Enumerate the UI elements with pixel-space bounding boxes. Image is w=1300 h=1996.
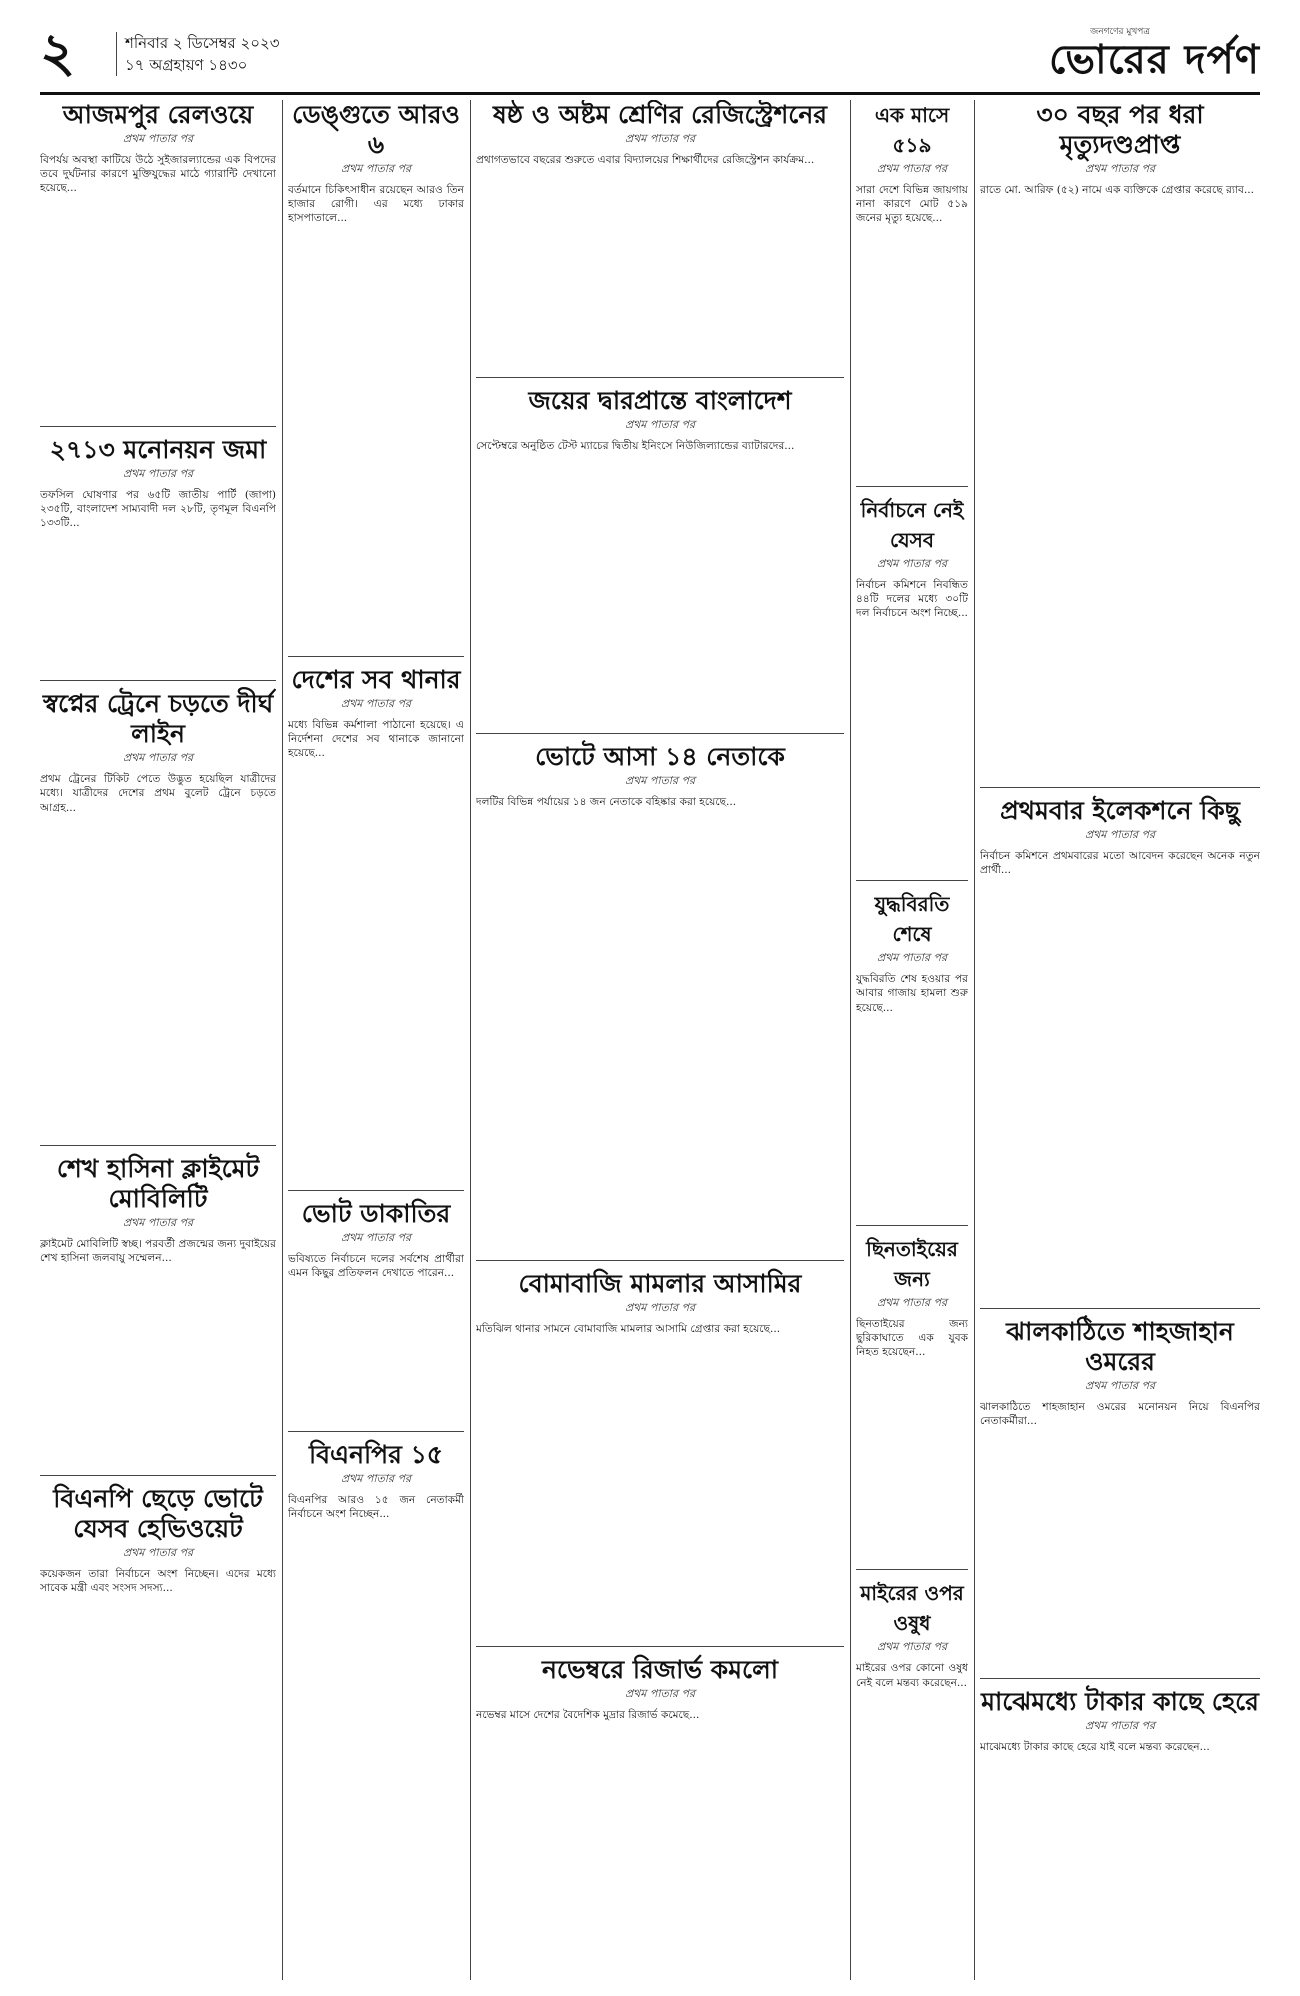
- date-block: [116, 32, 280, 76]
- headline: ৩০ বছর পর ধরা মৃত্যুদণ্ডপ্রাপ্ত: [1036, 100, 1204, 159]
- article-climate-mobility: [40, 1154, 276, 1465]
- article-body: মধ্যে বিভিন্ন কর্মশালা পাঠানো হয়েছে। এ নির্দেশনা দেশের সব থানাকে জানানো হয়েছে...: [288, 718, 464, 760]
- article-body-continued: [476, 167, 844, 367]
- article-body: ঝালকাঠিতে শাহজাহান ওমরের মনোনয়ন নিয়ে বিএনপির নেতাকর্মীরা...: [980, 1400, 1260, 1427]
- article-bnp-15: [288, 1440, 464, 1521]
- article-body-continued: [40, 196, 276, 416]
- newspaper-logo: [1030, 24, 1260, 84]
- divider: [856, 486, 968, 487]
- article-dream-train: [40, 689, 276, 1135]
- article-body: বর্তমানে চিকিৎসাধীন রয়েছেন আরও তিন হাজার রোগী। এর মধ্যে ঢাকার হাসপাতালে...: [288, 184, 464, 225]
- divider: [856, 1569, 968, 1570]
- headline: নভেম্বরে রিজার্ভ কমলো: [542, 1654, 778, 1684]
- article-14-leaders: [476, 742, 844, 1249]
- continued-label: প্রথম পাতার পর: [624, 774, 696, 788]
- article-not-in-election: [856, 495, 968, 871]
- date-gregorian: শনিবার ২ ডিসেম্বর ২০২৩: [116, 32, 280, 54]
- divider: [40, 1145, 276, 1146]
- headline: দেশের সব থানার: [291, 664, 461, 694]
- divider: [476, 377, 844, 378]
- headline: বিএনপির ১৫: [308, 1439, 444, 1469]
- article-body: বিপর্যয় অবস্থা কাটিয়ে উঠে সুইজারল্যান্ডের এক বিপদের তবে দুর্ঘটনার কারণে মুক্তিযুদ্ধের মাঠে গ্যারান্টি দেখানো হয়েছে...: [40, 154, 276, 195]
- article-body: প্রথাগতভাবে বছরের শুরুতে এবার বিদ্যালয়ের শিক্ষার্থীদের রেজিস্ট্রেশন কার্যক্রম...: [476, 154, 815, 166]
- article-body-continued: [40, 815, 276, 1135]
- article-registration: [476, 100, 844, 367]
- divider: [288, 656, 464, 657]
- masthead: [40, 18, 1260, 95]
- article-body: প্রথম ট্রেনের টিকিট পেতে উদ্ভুত হয়েছিল যাত্রীদের মধ্যে। যাত্রীদের দেশের প্রথম বুলেট ট্রেনে চড়তে আগ্রহ...: [40, 773, 276, 814]
- article-beating-medicine: [856, 1578, 968, 1689]
- article-body: কয়েকজন তারা নির্বাচনে অংশ নিচ্ছেন। এদের মধ্যে সাবেক মন্ত্রী এবং সংসদ সদস্য...: [40, 1568, 276, 1595]
- article-body: নির্বাচন কমিশনে প্রথমবারের মতো আবেদন করেছেন অনেক নতুন প্রার্থী...: [980, 850, 1260, 877]
- article-bnp-heavyweights: [40, 1484, 276, 1595]
- continued-label: প্রথম পাতার পর: [122, 751, 194, 765]
- headline: জয়ের দ্বারপ্রান্তে বাংলাদেশ: [528, 386, 792, 416]
- article-body-continued: [40, 530, 276, 670]
- continued-label: প্রথম পাতার পর: [340, 162, 412, 175]
- column-rule: [282, 100, 283, 1980]
- article-first-election: [980, 796, 1260, 1297]
- column-a: [40, 100, 276, 1980]
- article-body-continued: [476, 810, 844, 1250]
- article-body: বিএনপির আরও ১৫ জন নেতাকর্মী নির্বাচনে অংশ নিচ্ছেন...: [288, 1493, 464, 1520]
- article-bomb-case: [476, 1269, 844, 1636]
- article-body-continued: [288, 1281, 464, 1421]
- article-body: ভবিষ্যতে নির্বাচনে দলের সর্বশেষ প্রার্থীরা এমন কিছুর প্রতিফলন দেখাতে পারেন...: [288, 1253, 464, 1280]
- article-body-continued: [980, 878, 1260, 1298]
- article-body-continued: [476, 1336, 844, 1636]
- article-police-stations: [288, 665, 464, 1181]
- article-30-years: [980, 100, 1260, 777]
- divider: [980, 787, 1260, 788]
- article-mugging: [856, 1234, 968, 1560]
- headline: ভোট ডাকাতির: [301, 1199, 451, 1229]
- article-nomination: [40, 435, 276, 671]
- divider: [476, 733, 844, 734]
- divider: [476, 1646, 844, 1647]
- article-body: মাঝেমধ্যে টাকার কাছে হেরে যাই বলে মন্তব্য করেছেন...: [980, 1741, 1210, 1754]
- headline: আজমপুর রেলওয়ে: [62, 100, 254, 129]
- divider: [40, 426, 276, 427]
- divider: [40, 680, 276, 681]
- article-body: রাতে মো. আরিফ (৫২) নামে এক ব্যক্তিকে গ্রেপ্তার করেছে র‍্যাব...: [980, 184, 1254, 196]
- column-rule: [974, 100, 975, 1980]
- date-bengali: ১৭ অগ্রহায়ণ ১৪৩০: [116, 54, 280, 76]
- headline: শেখ হাসিনা ক্লাইমেট মোবিলিটি: [56, 1153, 260, 1213]
- column-rule: [470, 100, 471, 1980]
- article-reserve: [476, 1655, 844, 1722]
- article-money: [980, 1687, 1260, 1754]
- article-body: তফসিল ঘোষণার পর ৬৫টি জাতীয় পার্টি (জাপা) ২৩৫টি, বাংলাদেশ সাম্যবাদী দল ২৮টি, তৃণমূল বিএনপি ১৩৩টি...: [40, 488, 276, 530]
- headline: ডেঙ্গুতে আরও ৬: [292, 100, 460, 159]
- article-body-continued: [980, 1428, 1260, 1668]
- article-body-continued: [856, 226, 968, 476]
- article-bangladesh-win: [476, 386, 844, 723]
- continued-label: প্রথম পাতার পর: [624, 1686, 696, 1700]
- logo-name: ভোরের দর্পণ: [1049, 36, 1260, 83]
- column-c: [476, 100, 844, 1980]
- continued-label: প্রথম পাতার পর: [122, 1215, 194, 1229]
- continued-label: প্রথম পাতার পর: [340, 696, 412, 710]
- headline: ঝালকাঠিতে শাহজাহান ওমরের: [1006, 1316, 1234, 1376]
- article-body-continued: [856, 1015, 968, 1215]
- continued-label: প্রথম পাতার পর: [122, 1546, 194, 1560]
- continued-label: প্রথম পাতার পর: [340, 1471, 412, 1485]
- logo-tagline: জনগণের মুখপত্র: [1090, 27, 1150, 37]
- headline: ষষ্ঠ ও অষ্টম শ্রেণির রেজিস্ট্রেশনের: [492, 100, 828, 129]
- headline: স্বপ্নের ট্রেনে চড়তে দীর্ঘ লাইন: [42, 689, 274, 749]
- column-b: [288, 100, 464, 1980]
- article-body-continued: [288, 760, 464, 1180]
- article-body-continued: [980, 197, 1260, 777]
- article-body-continued: [40, 1265, 276, 1465]
- article-body: ক্লাইমেট মোবিলিটি স্বচ্ছ। পরবর্তী প্রজন্মের জন্য দুবাইয়ের শেখ হাসিনা জলবায়ু সম্মেলন...: [40, 1237, 276, 1265]
- continued-label: প্রথম পাতার পর: [876, 162, 948, 175]
- article-body-continued: [288, 226, 464, 646]
- article-body: সারা দেশে বিভিন্ন জায়গায় নানা কারণে মোট ৫১৯ জনের মৃত্যু হয়েছে...: [856, 184, 968, 225]
- article-body: নভেম্বর মাসে দেশের বৈদেশিক মুদ্রার রিজার্ভ কমেছে...: [476, 1708, 700, 1721]
- headline: মাইরের ওপর ওষুধ: [860, 1581, 964, 1636]
- article-jhalakathi: [980, 1317, 1260, 1668]
- continued-label: প্রথম পাতার পর: [876, 1640, 948, 1654]
- divider: [980, 1308, 1260, 1309]
- article-ceasefire: [856, 889, 968, 1215]
- continued-label: প্রথম পাতার পর: [876, 951, 948, 965]
- continued-label: প্রথম পাতার পর: [876, 1295, 948, 1309]
- page-number: ২: [40, 20, 76, 84]
- continued-label: প্রথম পাতার পর: [122, 466, 194, 480]
- article-azampur: [40, 100, 276, 416]
- continued-label: প্রথম পাতার পর: [624, 1300, 696, 1314]
- column-d: [856, 100, 968, 1980]
- column-e: [980, 100, 1260, 1980]
- headline: ২৭১৩ মনোনয়ন জমা: [49, 434, 267, 464]
- divider: [40, 1475, 276, 1476]
- headline: ছিনতাইয়ের জন্য: [866, 1236, 958, 1291]
- divider: [980, 1678, 1260, 1679]
- divider: [476, 1260, 844, 1261]
- headline: এক মাসে ৫১৯: [874, 103, 950, 157]
- headline: বোমাবাজি মামলার আসামির: [518, 1268, 802, 1298]
- headline: ভোটে আসা ১৪ নেতাকে: [535, 742, 785, 772]
- continued-label: প্রথম পাতার পর: [340, 1231, 412, 1245]
- divider: [856, 880, 968, 881]
- article-body: নির্বাচন কমিশনে নিবন্ধিত ৪৪টি দলের মধ্যে ৩০টি দল নির্বাচনে অংশ নিচ্ছে...: [856, 578, 968, 620]
- divider: [288, 1431, 464, 1432]
- divider: [288, 1190, 464, 1191]
- continued-label: প্রথম পাতার পর: [1084, 1378, 1156, 1392]
- article-body: ছিনতাইয়ের জন্য ছুরিকাঘাতে এক যুবক নিহত হয়েছেন...: [856, 1317, 968, 1359]
- continued-label: প্রথম পাতার পর: [624, 132, 696, 145]
- continued-label: প্রথম পাতার পর: [122, 132, 194, 145]
- divider: [856, 1225, 968, 1226]
- article-body: মতিঝিল থানার সামনে বোমাবাজি মামলার আসামি গ্রেপ্তার করা হয়েছে...: [476, 1322, 781, 1335]
- continued-label: প্রথম পাতার পর: [1084, 1719, 1156, 1733]
- headline: মাঝেমধ্যে টাকার কাছে হেরে: [981, 1687, 1259, 1717]
- headline: যুদ্ধবিরতি শেষে: [874, 892, 950, 947]
- article-body: মাইরের ওপর কোনো ওষুধ নেই বলে মন্তব্য করেছেন...: [856, 1662, 968, 1689]
- continued-label: প্রথম পাতার পর: [1084, 162, 1156, 175]
- column-rule: [850, 100, 851, 1980]
- continued-label: প্রথম পাতার পর: [876, 556, 948, 570]
- article-body: যুদ্ধবিরতি শেষ হওয়ার পর আবার গাজায় হামলা শুরু হয়েছে...: [856, 973, 968, 1014]
- headline: প্রথমবার ইলেকশনে কিছু: [1000, 796, 1240, 826]
- headline: নির্বাচনে নেই যেসব: [860, 497, 964, 552]
- headline: বিএনপি ছেড়ে ভোটে যেসব হেভিওয়েট: [53, 1484, 263, 1544]
- continued-label: প্রথম পাতার পর: [624, 418, 696, 432]
- article-body-continued: [476, 453, 844, 723]
- article-body: দলটির বিভিন্ন পর্যায়ের ১৪ জন নেতাকে বহিষ্কার করা হয়েছে...: [476, 796, 737, 809]
- article-body: সেপ্টেম্বরে অনুষ্ঠিত টেস্ট ম্যাচের দ্বিতীয় ইনিংসে নিউজিল্যান্ডের ব্যাটারদের...: [476, 440, 795, 453]
- continued-label: প্রথম পাতার পর: [1084, 828, 1156, 842]
- article-body-continued: [856, 620, 968, 870]
- article-dengue: [288, 100, 464, 646]
- article-body-continued: [856, 1359, 968, 1559]
- article-519: [856, 100, 968, 476]
- article-vote-robbery: [288, 1199, 464, 1420]
